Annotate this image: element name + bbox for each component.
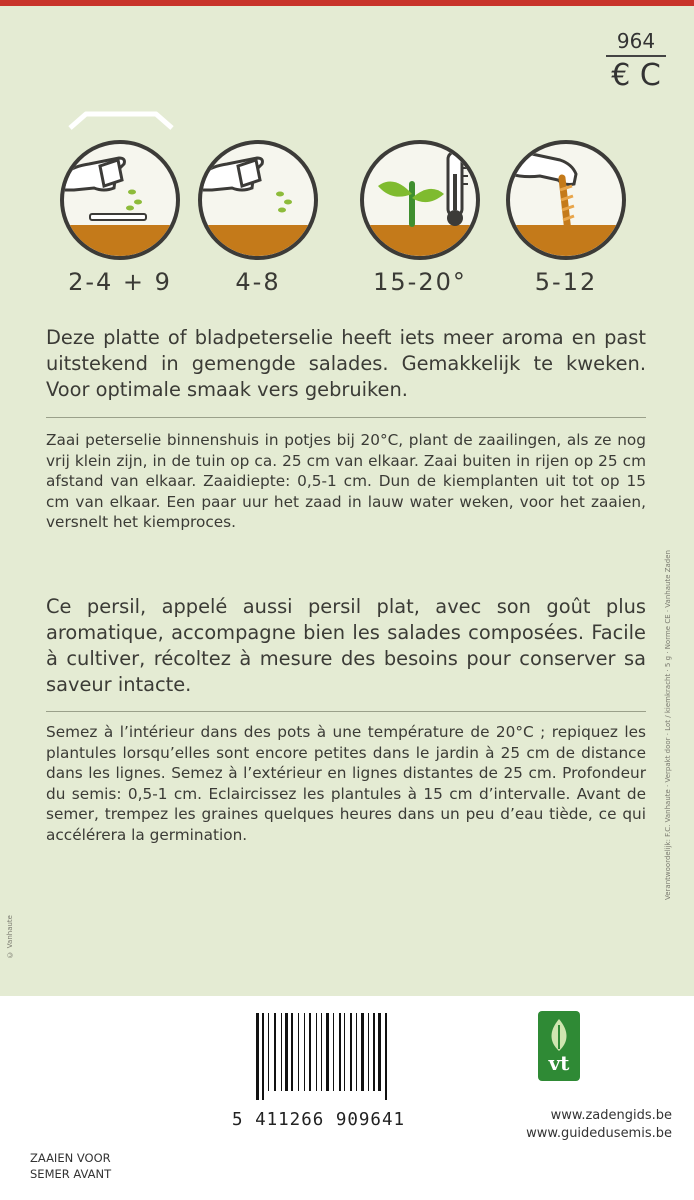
barcode-bar bbox=[262, 1013, 264, 1100]
barcode-bar bbox=[361, 1013, 364, 1091]
barcode-bar bbox=[298, 1013, 299, 1091]
greenhouse-roof-icon bbox=[66, 108, 176, 132]
sowing-outdoors-icon bbox=[202, 144, 314, 256]
step-label: 5-12 bbox=[534, 268, 598, 296]
barcode-bar bbox=[321, 1013, 322, 1091]
divider bbox=[46, 711, 646, 712]
barcode-bar bbox=[268, 1013, 269, 1091]
sow-before-nl: ZAAIEN VOOR bbox=[30, 1151, 111, 1165]
step-germination-temperature bbox=[360, 140, 480, 296]
barcode-bar bbox=[285, 1013, 288, 1091]
barcode-bar bbox=[385, 1013, 387, 1100]
french-sowing-instructions: Semez à l’intérieur dans des pots à une température de 20°C ; repiquez les plantules lorsqu’elles sont encore petites dans le jardin à 25 cm de distance dans les lignes. Semez à l’extérieur en lignes distantes de 25 cm. Profondeur du semis: 0,5-1 cm. Eclaircissez les plantules à 15 cm d’intervalle. Avant de semer, trempez les graines quelques heures dans un peu d’eau tiède, ce qui accélérera la germination. bbox=[46, 723, 646, 844]
barcode-bar bbox=[333, 1013, 334, 1091]
brand-urls bbox=[526, 1107, 672, 1143]
step-sowing-indoors bbox=[60, 140, 180, 296]
barcode-bar bbox=[339, 1013, 341, 1091]
vt-brand-logo bbox=[538, 1011, 580, 1081]
barcode-bar bbox=[281, 1013, 282, 1091]
price-code: € C bbox=[611, 58, 661, 93]
barcode-bar bbox=[304, 1013, 305, 1091]
french-description: Ce persil, appelé aussi persil plat, avec son goût plus aromatique, accompagne bien les salades composées. Facile à cultiver, récoltez à mesure des besoins pour conserver sa saveur intacte. bbox=[46, 595, 646, 696]
url-guidedusemis[interactable]: www.guidedusemis.be bbox=[526, 1126, 672, 1141]
step-circle bbox=[60, 140, 180, 260]
dutch-sowing-instructions: Zaai peterselie binnenshuis in potjes bij 20°C, plant de zaailingen, als ze nog vrij klein zijn, in de tuin op ca. 25 cm van elkaar. Zaai buiten in rijen op 25 cm afstand van elkaar. Zaaidiepte: 0,5-1 cm. Dun de kiemplanten uit tot op 15 cm van elkaar. Een paar uur het zaad in lauw water weken, voor het zaaien, versnelt het kiemproces. bbox=[46, 431, 646, 531]
code-divider bbox=[606, 55, 666, 57]
barcode-bar bbox=[350, 1013, 352, 1091]
barcode-bar bbox=[356, 1013, 357, 1091]
copyright-vertical-text: © Vanhaute bbox=[6, 915, 14, 959]
step-circle bbox=[506, 140, 626, 260]
barcode-bar bbox=[256, 1013, 259, 1100]
harvest-root-icon bbox=[510, 144, 622, 256]
url-zadengids[interactable]: www.zadengids.be bbox=[550, 1108, 672, 1123]
sow-before-label bbox=[30, 1150, 111, 1182]
barcode-bar bbox=[368, 1013, 369, 1091]
step-harvest bbox=[506, 140, 626, 296]
step-label: 4-8 bbox=[235, 268, 281, 296]
barcode-bar bbox=[291, 1013, 293, 1091]
step-circle bbox=[198, 140, 318, 260]
barcode-number: 5 411266 909641 bbox=[232, 1110, 406, 1130]
step-circle bbox=[360, 140, 480, 260]
barcode-bar bbox=[344, 1013, 345, 1091]
barcode bbox=[256, 1013, 448, 1100]
article-number: 964 bbox=[616, 29, 656, 53]
step-label: 2-4 + 9 bbox=[68, 268, 172, 296]
seedling-thermometer-icon bbox=[364, 144, 476, 256]
step-sowing-outdoors bbox=[198, 140, 318, 296]
barcode-bar bbox=[316, 1013, 317, 1091]
legal-vertical-text: Verantwoordelijk: F.C. Vanhaute · Verpakt door · Lot / kiemkracht · 5 g · Norme CE · Vanhaute Zaden bbox=[664, 550, 672, 900]
barcode-bar bbox=[274, 1013, 276, 1091]
sowing-in-tray-icon bbox=[64, 144, 176, 256]
barcode-bar bbox=[373, 1013, 375, 1091]
barcode-bar bbox=[326, 1013, 329, 1091]
barcode-bar bbox=[378, 1013, 381, 1091]
barcode-bar bbox=[309, 1013, 311, 1091]
divider bbox=[46, 417, 646, 418]
product-code-box bbox=[606, 30, 666, 93]
logo-text: vt bbox=[548, 1051, 570, 1075]
dutch-description: Deze platte of bladpeterselie heeft iets meer aroma en past uitstekend in gemengde salades. Gemakkelijk te kweken. Voor optimale smaak vers gebruiken. bbox=[46, 326, 646, 401]
leaf-logo-icon bbox=[538, 1015, 580, 1055]
sow-before-fr: SEMER AVANT bbox=[30, 1167, 112, 1181]
step-label: 15-20° bbox=[373, 268, 467, 296]
